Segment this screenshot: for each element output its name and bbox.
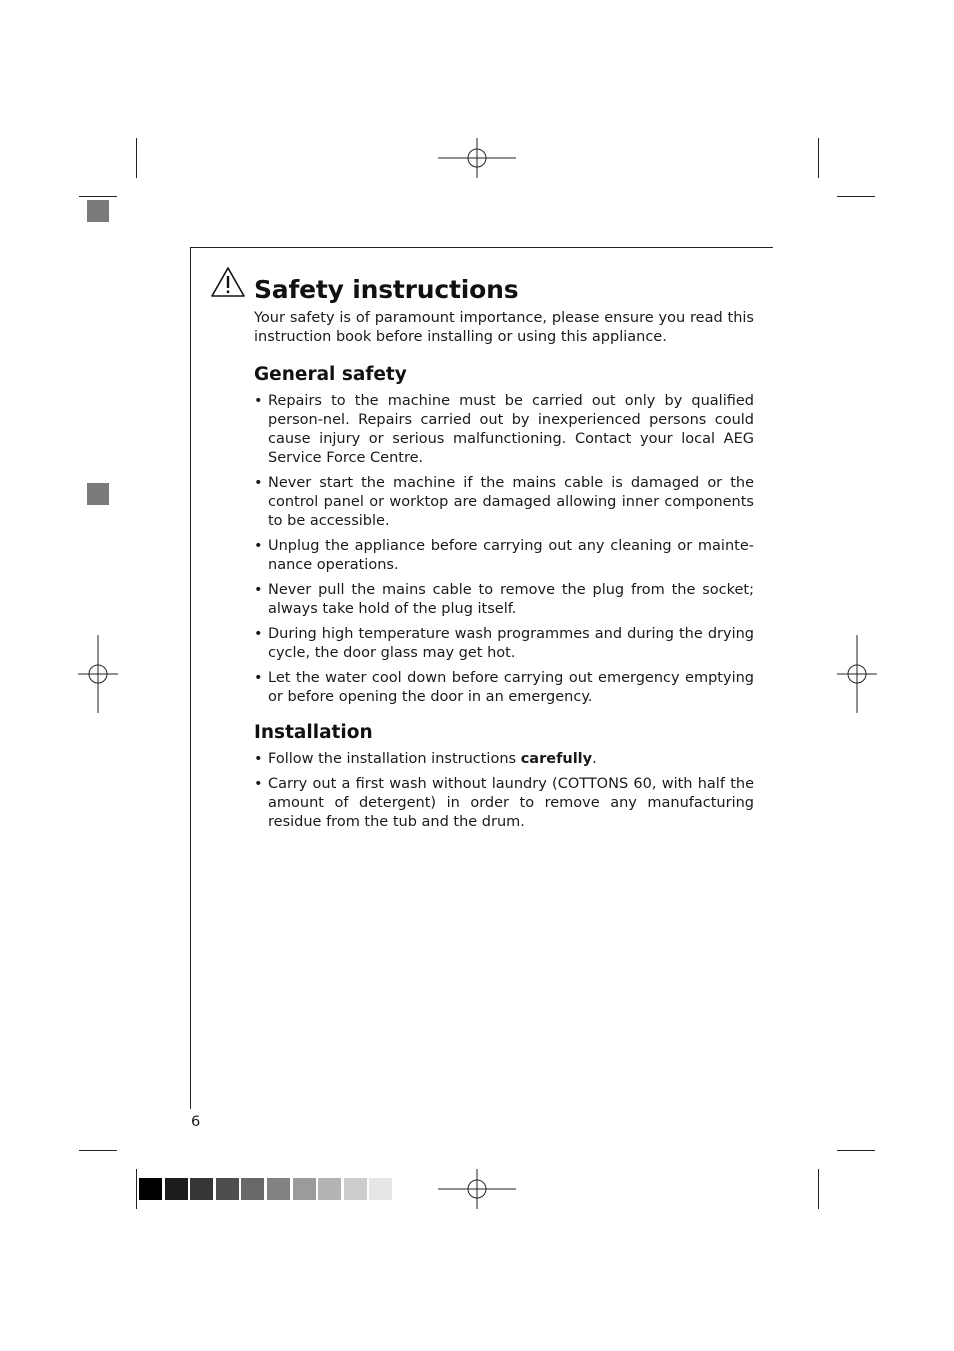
color-calibration-bar [139, 1178, 395, 1200]
side-tab-block-top [87, 200, 109, 222]
color-swatch-5 [241, 1178, 264, 1200]
color-swatch-3 [190, 1178, 213, 1200]
registration-mark-top-icon [438, 138, 516, 178]
installation-list [254, 750, 754, 832]
registration-mark-bottom-icon [438, 1169, 516, 1209]
frame-top-rule [190, 247, 773, 248]
list-item [254, 750, 754, 769]
registration-mark-left-icon [78, 635, 118, 713]
list-item: • During high temperature wash programmes and during the drying cycle, the door glass may get hot. [254, 625, 754, 663]
crop-mark-top-left-vertical [136, 138, 137, 178]
general-safety-list [254, 392, 754, 707]
color-swatch-1 [139, 1178, 162, 1200]
list-item-text-end: . [592, 751, 597, 767]
crop-mark-bottom-right-vertical [818, 1169, 819, 1209]
color-swatch-6 [267, 1178, 290, 1200]
crop-mark-bottom-right-horizontal [837, 1150, 875, 1151]
color-swatch-7 [293, 1178, 316, 1200]
crop-mark-bottom-left-horizontal [79, 1150, 117, 1151]
list-item: • Let the water cool down before carrying out emergency emptying or before opening the door in an emergency. [254, 669, 754, 707]
crop-mark-top-left-horizontal [79, 196, 117, 197]
crop-mark-top-right-horizontal [837, 196, 875, 197]
color-swatch-10 [369, 1178, 392, 1200]
crop-mark-bottom-left-vertical [136, 1169, 137, 1209]
crop-mark-top-right-vertical [818, 138, 819, 178]
list-item-text: Follow the installation instructions [268, 751, 521, 767]
list-item: • Never pull the mains cable to remove the plug from the socket; always take hold of the plug itself. [254, 581, 754, 619]
page-number: 6 [191, 1114, 201, 1130]
list-item: • Repairs to the machine must be carried out only by qualified person-nel. Repairs carried out by inexperienced persons could cause injury or serious malfunctioning. Contact your local AEG Service Force Centre. [254, 392, 754, 468]
section-heading-installation: Installation [254, 722, 373, 743]
intro-paragraph: Your safety is of paramount importance, please ensure you read this instruction book before installing or using this appliance. [254, 310, 754, 345]
page-title: Safety instructions [254, 275, 519, 304]
warning-triangle-icon [210, 266, 246, 298]
list-item: • Unplug the appliance before carrying out any cleaning or mainte-nance operations. [254, 537, 754, 575]
color-swatch-4 [216, 1178, 239, 1200]
list-item: • Never start the machine if the mains cable is damaged or the control panel or worktop are damaged allowing inner components to be accessible. [254, 474, 754, 531]
emphasis-text: carefully [520, 751, 593, 767]
color-swatch-2 [165, 1178, 188, 1200]
frame-left-rule [190, 247, 191, 1109]
main-content [254, 272, 754, 838]
registration-mark-right-icon [837, 635, 877, 713]
section-heading-general-safety: General safety [254, 364, 407, 385]
color-swatch-8 [318, 1178, 341, 1200]
color-swatch-9 [344, 1178, 367, 1200]
list-item: • Carry out a first wash without laundry (COTTONS 60, with half the amount of detergent) in order to remove any manufacturing residue from the tub and the drum. [254, 775, 754, 832]
side-tab-block-middle [87, 483, 109, 505]
